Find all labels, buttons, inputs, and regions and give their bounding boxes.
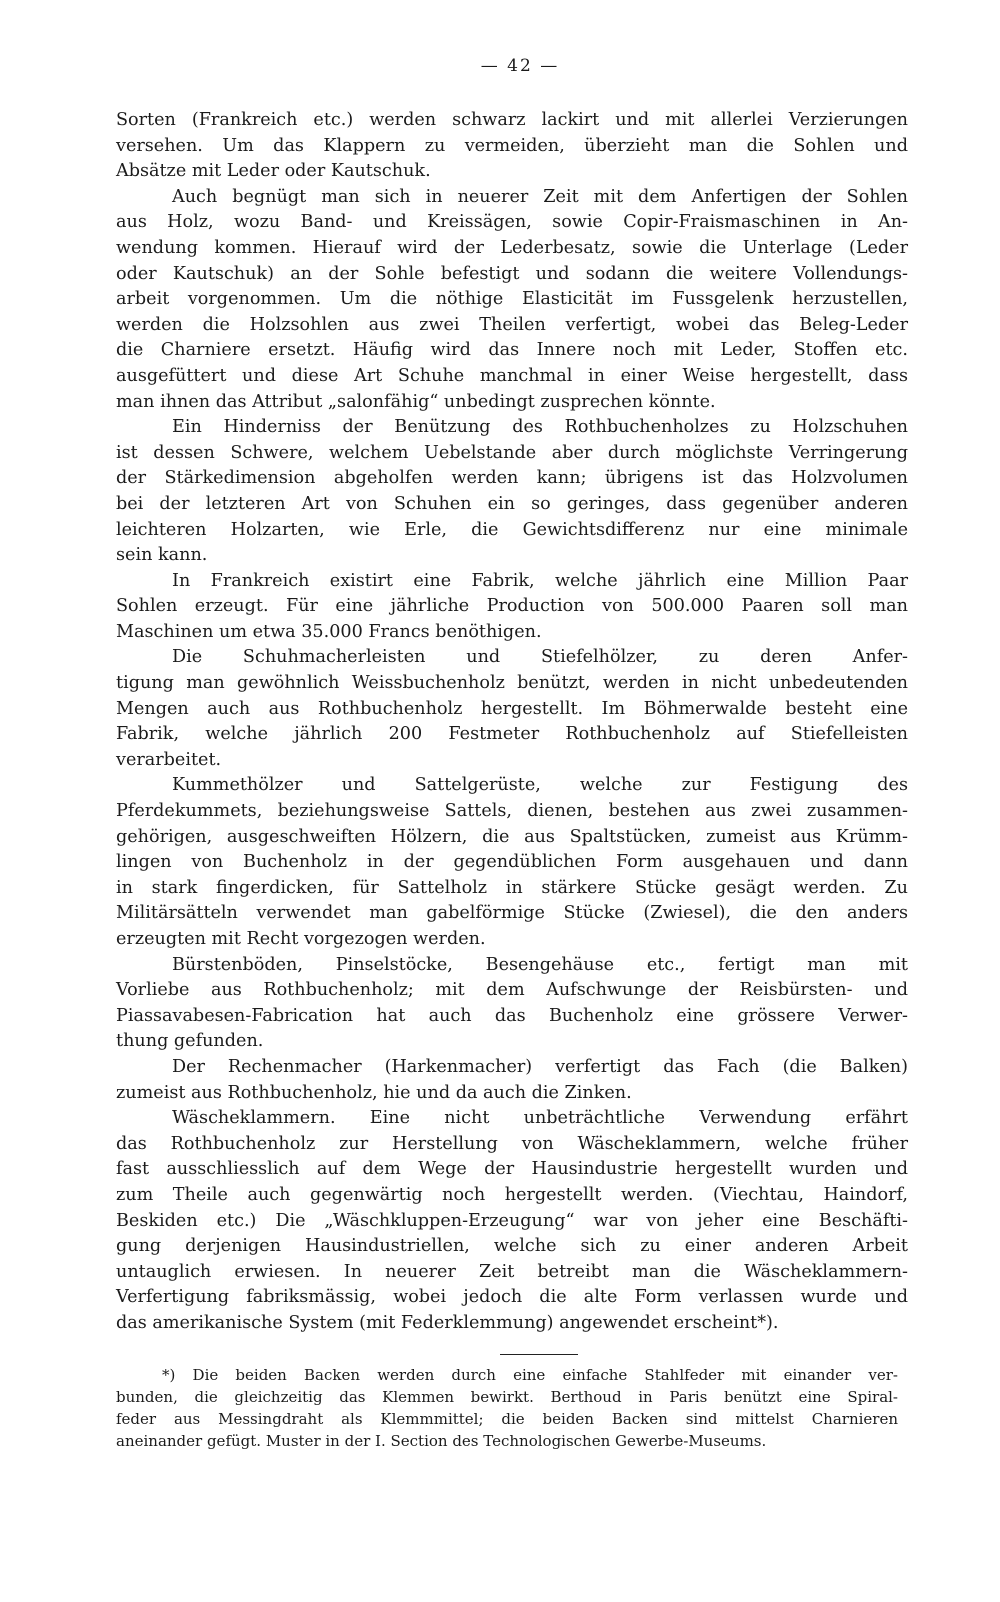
text-line: gung derjenigen Hausindustriellen, welche sich zu einer anderen Arbeit [116,1236,908,1257]
text-line: Sorten (Frankreich etc.) werden schwarz lackirt und mit allerlei Verzierungen [116,110,908,130]
text-line: zumeist aus Rothbuchenholz, hie und da auch die Zinken. [116,1082,632,1103]
text-line: werden die Holzsohlen aus zwei Theilen verfertigt, wobei das Beleg-Leder [116,314,908,335]
footnote-line: *) Die beiden Backen werden durch eine einfache Stahlfeder mit einander ver- [162,1366,898,1384]
text-line: aus Holz, wozu Band- und Kreissägen, sowie Copir-Fraismaschinen in An- [116,212,908,233]
text-line: das Rothbuchenholz zur Herstellung von Wäscheklammern, welche früher [116,1133,908,1154]
text-line: ist dessen Schwere, welchem Uebelstande aber durch möglichste Verringerung [116,442,908,463]
text-line: Pferdekummets, beziehungsweise Sattels, dienen, bestehen aus zwei zusammen- [116,801,908,822]
text-line: Beskiden etc.) Die „Wäschkluppen-Erzeugung“ war von jeher eine Beschäfti- [116,1210,908,1231]
text-line: Verfertigung fabriksmässig, wobei jedoch die alte Form verlassen wurde und [116,1287,908,1308]
text-line: Wäscheklammern. Eine nicht unbeträchtliche Verwendung erfährt [172,1108,908,1129]
footnote-divider [500,1354,578,1355]
text-line: oder Kautschuk) an der Sohle befestigt und sodann die weitere Vollendungs- [116,263,908,284]
text-line: Piassavabesen-Fabrication hat auch das Buchenholz eine grössere Verwer- [116,1005,908,1026]
text-line: erzeugten mit Recht vorgezogen werden. [116,929,486,949]
text-line: Die Schuhmacherleisten und Stiefelhölzer, zu deren Anfer- [172,647,908,668]
text-line: Absätze mit Leder oder Kautschuk. [116,161,431,182]
text-line: Ein Hinderniss der Benützung des Rothbuchenholzes zu Holzschuhen [172,417,908,438]
text-line: Sohlen erzeugt. Für eine jährliche Production von 500.000 Paaren soll man [116,596,908,617]
text-line: versehen. Um das Klappern zu vermeiden, überzieht man die Sohlen und [116,135,908,156]
text-line: bei der letzteren Art von Schuhen ein so geringes, dass gegenüber anderen [116,493,908,514]
text-line: verarbeitet. [116,749,222,770]
text-line: zum Theile auch gegenwärtig noch hergestellt werden. (Viechtau, Haindorf, [116,1184,908,1205]
text-line: die Charniere ersetzt. Häufig wird das Innere noch mit Leder, Stoffen etc. [116,340,908,361]
text-line: der Stärkedimension abgeholfen werden kann; übrigens ist das Holzvolumen [116,468,908,489]
footnote-line: feder aus Messingdraht als Klemmmittel; die beiden Backen sind mittelst Charnieren [116,1410,898,1428]
text-line: Vorliebe aus Rothbuchenholz; mit dem Aufschwunge der Reisbürsten- und [116,980,908,1001]
text-line: Mengen auch aus Rothbuchenholz hergestellt. Im Böhmerwalde besteht eine [116,698,908,719]
text-line: Bürstenböden, Pinselstöcke, Besengehäuse etc., fertigt man mit [172,954,908,975]
text-line: gehörigen, ausgeschweiften Hölzern, die aus Spaltstücken, zumeist aus Krümm- [116,826,908,847]
body-text [116,108,908,1337]
text-line: arbeit vorgenommen. Um die nöthige Elasticität im Fussgelenk herzustellen, [116,289,908,310]
text-line: das amerikanische System (mit Federklemmung) angewendet erscheint*). [116,1312,779,1333]
text-line: In Frankreich existirt eine Fabrik, welche jährlich eine Million Paar [172,570,908,591]
text-line: wendung kommen. Hierauf wird der Lederbesatz, sowie die Unterlage (Leder [116,237,908,258]
text-line: Fabrik, welche jährlich 200 Festmeter Rothbuchenholz auf Stiefelleisten [116,724,908,745]
footnote [116,1364,898,1452]
footnote-line: aneinander gefügt. Muster in der I. Section des Technologischen Gewerbe-Museums. [116,1432,767,1450]
text-line: man ihnen das Attribut „salonfähig“ unbedingt zusprechen könnte. [116,391,716,412]
text-line: sein kann. [116,545,208,566]
text-line: untauglich erwiesen. In neuerer Zeit betreibt man die Wäscheklammern- [116,1261,908,1282]
text-line: lingen von Buchenholz in der gegendüblichen Form ausgehauen und dann [116,852,908,873]
text-line: fast ausschliesslich auf dem Wege der Hausindustrie hergestellt wurden und [116,1159,908,1180]
page-number: — 42 — [480,56,560,76]
text-line: Kummethölzer und Sattelgerüste, welche zur Festigung des [172,775,908,796]
text-line: in stark fingerdicken, für Sattelholz in stärkere Stücke gesägt werden. Zu [116,877,908,898]
text-line: leichteren Holzarten, wie Erle, die Gewichtsdifferenz nur eine minimale [116,519,908,540]
text-line: ausgefüttert und diese Art Schuhe manchmal in einer Weise hergestellt, dass [116,365,908,386]
text-line: thung gefunden. [116,1031,264,1052]
footnote-line: bunden, die gleichzeitig das Klemmen bewirkt. Berthoud in Paris benützt eine Spiral- [116,1388,898,1406]
text-line: Militärsätteln verwendet man gabelförmige Stücke (Zwiesel), die den anders [116,903,908,924]
text-line: Maschinen um etwa 35.000 Francs benöthigen. [116,621,542,642]
text-line: Der Rechenmacher (Harkenmacher) verfertigt das Fach (die Balken) [172,1056,908,1077]
text-line: tigung man gewöhnlich Weissbuchenholz benützt, werden in nicht unbedeutenden [116,673,908,694]
text-line: Auch begnügt man sich in neuerer Zeit mit dem Anfertigen der Sohlen [172,186,908,207]
